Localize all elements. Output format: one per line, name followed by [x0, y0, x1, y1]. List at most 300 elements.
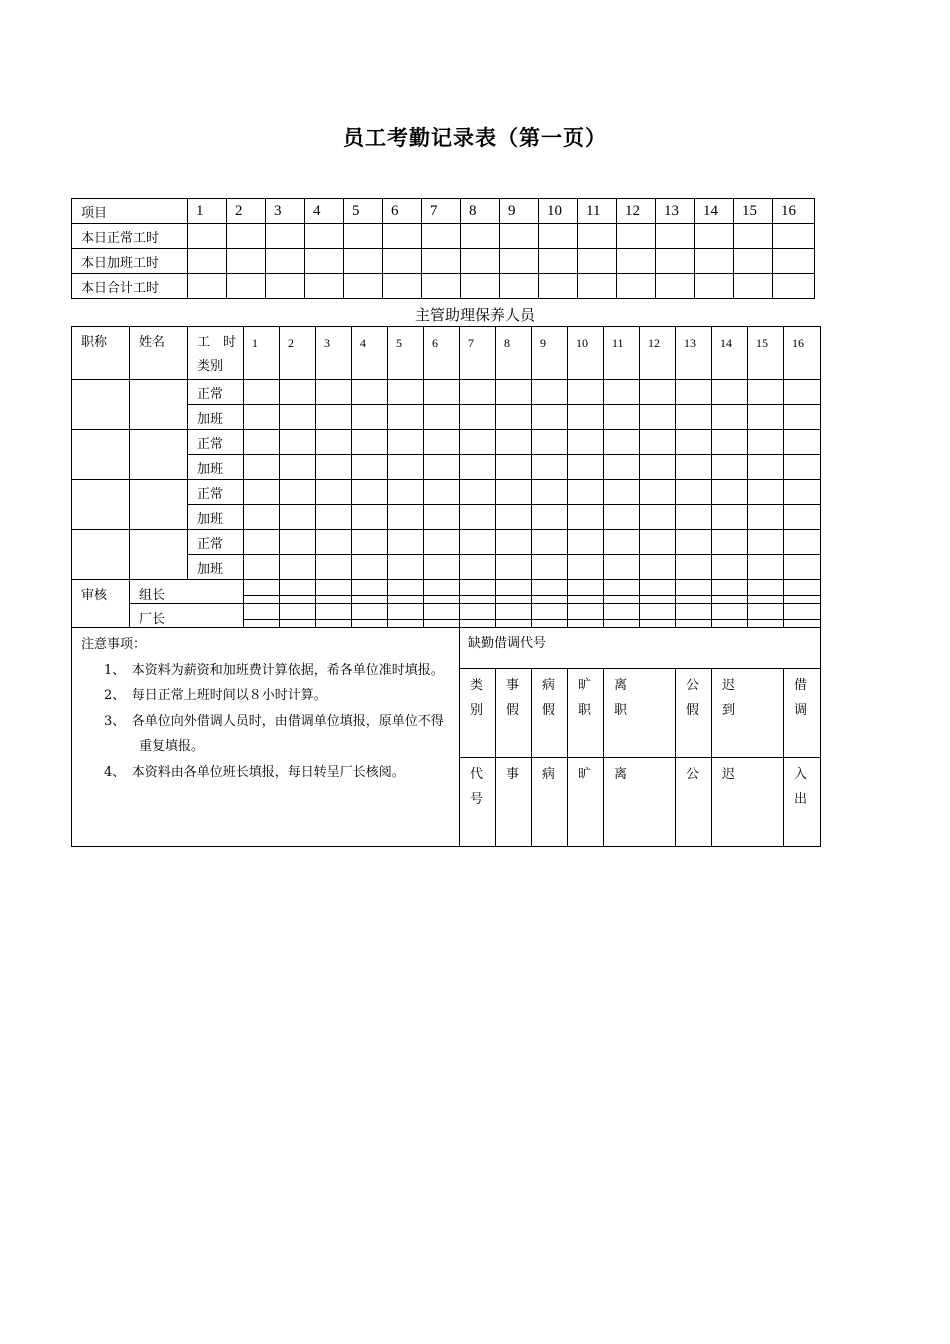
signature-cell[interactable]	[352, 604, 388, 620]
hours-cell[interactable]	[388, 430, 424, 455]
hours-cell[interactable]	[266, 274, 305, 299]
signature-cell[interactable]	[784, 580, 821, 596]
day-header: 2	[227, 199, 266, 224]
signature-cell[interactable]	[388, 604, 424, 620]
signature-cell[interactable]	[604, 580, 640, 596]
signature-cell[interactable]	[712, 620, 748, 628]
day-header: 2	[280, 327, 316, 380]
signature-cell[interactable]	[388, 596, 424, 604]
signature-cell[interactable]	[640, 620, 676, 628]
signature-cell[interactable]	[496, 596, 532, 604]
hours-cell[interactable]	[422, 274, 461, 299]
hours-cell[interactable]	[676, 530, 712, 555]
hours-cell[interactable]	[388, 555, 424, 580]
code-category-text: 事假	[506, 678, 520, 718]
hours-cell[interactable]	[460, 505, 496, 530]
hours-cell[interactable]	[344, 274, 383, 299]
hours-cell[interactable]	[604, 530, 640, 555]
hours-cell[interactable]	[532, 555, 568, 580]
hours-cell[interactable]	[568, 380, 604, 405]
hours-cell[interactable]	[617, 249, 656, 274]
staff-name-cell[interactable]	[130, 430, 188, 480]
hours-cell[interactable]	[244, 405, 280, 430]
hours-cell[interactable]	[352, 555, 388, 580]
day-header: 8	[461, 199, 500, 224]
signature-cell[interactable]	[640, 580, 676, 596]
signature-cell[interactable]	[676, 596, 712, 604]
hours-cell[interactable]	[568, 455, 604, 480]
hours-cell[interactable]	[352, 405, 388, 430]
hours-cell[interactable]	[773, 224, 815, 249]
hours-cell[interactable]	[748, 405, 784, 430]
hours-cell[interactable]	[352, 380, 388, 405]
hours-cell[interactable]	[460, 530, 496, 555]
hours-cell[interactable]	[496, 430, 532, 455]
hours-cell[interactable]	[695, 274, 734, 299]
staff-name-cell[interactable]	[130, 380, 188, 430]
hours-cell[interactable]	[280, 555, 316, 580]
hours-cell[interactable]	[773, 249, 815, 274]
hours-cell[interactable]	[712, 455, 748, 480]
hour-type-label: 加班	[188, 555, 244, 580]
hours-cell[interactable]	[244, 555, 280, 580]
hours-cell[interactable]	[656, 224, 695, 249]
signature-cell[interactable]	[532, 620, 568, 628]
hours-cell[interactable]	[266, 249, 305, 274]
hours-cell[interactable]	[532, 430, 568, 455]
note-item: 4、 本资料由各单位班长填报，每日转呈厂长核阅。	[104, 764, 405, 780]
signature-cell[interactable]	[280, 596, 316, 604]
hours-cell[interactable]	[640, 505, 676, 530]
hours-cell[interactable]	[773, 274, 815, 299]
hours-cell[interactable]	[784, 555, 821, 580]
hours-cell[interactable]	[244, 480, 280, 505]
review-leader-label: 组长	[130, 580, 244, 604]
hour-type-label: 正常	[188, 530, 244, 555]
hours-cell[interactable]	[422, 249, 461, 274]
hours-cell[interactable]	[188, 224, 227, 249]
hours-cell[interactable]	[532, 380, 568, 405]
signature-cell[interactable]	[604, 604, 640, 620]
hours-cell[interactable]	[344, 224, 383, 249]
hours-cell[interactable]	[496, 405, 532, 430]
staff-row	[72, 380, 821, 405]
hours-cell[interactable]	[460, 455, 496, 480]
signature-cell[interactable]	[748, 580, 784, 596]
day-header: 12	[617, 199, 656, 224]
hours-cell[interactable]	[712, 530, 748, 555]
signature-cell[interactable]	[784, 596, 821, 604]
hours-cell[interactable]	[784, 530, 821, 555]
signature-cell[interactable]	[712, 580, 748, 596]
hours-cell[interactable]	[352, 455, 388, 480]
hours-cell[interactable]	[388, 380, 424, 405]
signature-cell[interactable]	[388, 620, 424, 628]
signature-cell[interactable]	[604, 620, 640, 628]
code-letter-text: 代号	[470, 767, 484, 807]
day-header: 4	[352, 327, 388, 380]
hours-cell[interactable]	[712, 430, 748, 455]
signature-cell[interactable]	[244, 580, 280, 596]
hours-cell[interactable]	[712, 505, 748, 530]
hours-cell[interactable]	[244, 380, 280, 405]
hours-cell[interactable]	[539, 249, 578, 274]
hours-cell[interactable]	[460, 555, 496, 580]
hours-cell[interactable]	[604, 430, 640, 455]
hours-cell[interactable]	[280, 380, 316, 405]
hours-cell[interactable]	[532, 455, 568, 480]
code-letter-text: 离	[614, 767, 628, 782]
hours-cell[interactable]	[734, 274, 773, 299]
hours-cell[interactable]	[578, 224, 617, 249]
hours-cell[interactable]	[316, 430, 352, 455]
day-header: 10	[539, 199, 578, 224]
hours-cell[interactable]	[734, 224, 773, 249]
code-category-cell	[604, 669, 676, 758]
signature-cell[interactable]	[496, 620, 532, 628]
hour-type-label: 正常	[188, 430, 244, 455]
signature-cell[interactable]	[676, 580, 712, 596]
hours-cell[interactable]	[388, 405, 424, 430]
hours-cell[interactable]	[640, 555, 676, 580]
signature-cell[interactable]	[712, 596, 748, 604]
hours-cell[interactable]	[695, 224, 734, 249]
hours-cell[interactable]	[388, 530, 424, 555]
hours-cell[interactable]	[496, 530, 532, 555]
hours-cell[interactable]	[496, 455, 532, 480]
signature-cell[interactable]	[460, 596, 496, 604]
signature-cell[interactable]	[460, 620, 496, 628]
day-header: 7	[422, 199, 461, 224]
code-letter-text: 入出	[794, 767, 808, 807]
hours-cell[interactable]	[604, 455, 640, 480]
hours-cell[interactable]	[676, 430, 712, 455]
hours-cell[interactable]	[712, 555, 748, 580]
code-letter-text: 迟	[722, 767, 736, 782]
note-item: 2、 每日正常上班时间以８小时计算。	[104, 688, 327, 703]
code-letter-cell	[604, 758, 676, 847]
hours-cell[interactable]	[656, 249, 695, 274]
hours-cell[interactable]	[784, 430, 821, 455]
signature-cell[interactable]	[352, 580, 388, 596]
hours-cell[interactable]	[244, 505, 280, 530]
hours-cell[interactable]	[280, 480, 316, 505]
signature-cell[interactable]	[460, 604, 496, 620]
signature-cell[interactable]	[568, 620, 604, 628]
hours-cell[interactable]	[748, 480, 784, 505]
hours-cell[interactable]	[316, 380, 352, 405]
hours-cell[interactable]	[568, 405, 604, 430]
code-letter-text: 病	[542, 767, 556, 782]
hours-cell[interactable]	[266, 224, 305, 249]
hours-cell[interactable]	[424, 505, 460, 530]
code-letter-cell	[676, 758, 712, 847]
hours-cell[interactable]	[568, 555, 604, 580]
summary-row	[72, 249, 815, 274]
hours-cell[interactable]	[305, 274, 344, 299]
hours-cell[interactable]	[656, 274, 695, 299]
hours-cell[interactable]	[280, 455, 316, 480]
hours-cell[interactable]	[460, 405, 496, 430]
hours-cell[interactable]	[676, 405, 712, 430]
hours-cell[interactable]	[676, 380, 712, 405]
code-category-text: 迟到	[722, 678, 736, 718]
hours-cell[interactable]	[604, 480, 640, 505]
signature-cell[interactable]	[676, 604, 712, 620]
hours-cell[interactable]	[388, 480, 424, 505]
code-letter-cell	[496, 758, 532, 847]
hours-cell[interactable]	[676, 555, 712, 580]
day-header: 16	[784, 327, 821, 380]
hours-cell[interactable]	[424, 555, 460, 580]
signature-cell[interactable]	[640, 596, 676, 604]
hours-cell[interactable]	[695, 249, 734, 274]
signature-cell[interactable]	[748, 604, 784, 620]
staff-title-cell[interactable]	[72, 430, 130, 480]
hours-cell[interactable]	[227, 224, 266, 249]
hours-cell[interactable]	[734, 249, 773, 274]
hours-cell[interactable]	[424, 530, 460, 555]
hours-cell[interactable]	[280, 430, 316, 455]
hours-cell[interactable]	[424, 380, 460, 405]
hours-cell[interactable]	[422, 224, 461, 249]
day-header: 7	[460, 327, 496, 380]
hours-cell[interactable]	[532, 480, 568, 505]
hours-cell[interactable]	[496, 555, 532, 580]
hours-cell[interactable]	[388, 455, 424, 480]
hours-cell[interactable]	[188, 249, 227, 274]
hours-cell[interactable]	[316, 455, 352, 480]
hour-type-label: 正常	[188, 380, 244, 405]
hours-cell[interactable]	[640, 480, 676, 505]
code-letter-cell	[784, 758, 821, 847]
hours-cell[interactable]	[388, 505, 424, 530]
hours-cell[interactable]	[532, 530, 568, 555]
hours-cell[interactable]	[280, 505, 316, 530]
hours-cell[interactable]	[604, 405, 640, 430]
hours-cell[interactable]	[461, 224, 500, 249]
hours-cell[interactable]	[539, 224, 578, 249]
hours-cell[interactable]	[316, 530, 352, 555]
day-header: 9	[532, 327, 568, 380]
staff-name-cell[interactable]	[130, 530, 188, 580]
code-letter-text: 公	[686, 767, 700, 782]
hours-cell[interactable]	[460, 480, 496, 505]
signature-cell[interactable]	[352, 620, 388, 628]
signature-cell[interactable]	[712, 604, 748, 620]
hours-cell[interactable]	[383, 249, 422, 274]
hours-cell[interactable]	[617, 224, 656, 249]
signature-cell[interactable]	[532, 604, 568, 620]
hours-cell[interactable]	[305, 249, 344, 274]
signature-cell[interactable]	[784, 620, 821, 628]
staff-row	[72, 480, 821, 505]
hours-cell[interactable]	[640, 380, 676, 405]
hours-cell[interactable]	[316, 555, 352, 580]
hours-cell[interactable]	[604, 380, 640, 405]
hours-cell[interactable]	[748, 380, 784, 405]
hours-cell[interactable]	[748, 455, 784, 480]
staff-header-row	[72, 327, 821, 380]
signature-cell[interactable]	[316, 604, 352, 620]
signature-cell[interactable]	[388, 580, 424, 596]
signature-cell[interactable]	[424, 620, 460, 628]
hours-cell[interactable]	[676, 455, 712, 480]
signature-cell[interactable]	[424, 604, 460, 620]
hours-cell[interactable]	[316, 405, 352, 430]
day-header: 15	[748, 327, 784, 380]
hour-type-label: 加班	[188, 455, 244, 480]
hours-cell[interactable]	[424, 430, 460, 455]
hours-cell[interactable]	[640, 405, 676, 430]
hours-cell[interactable]	[617, 274, 656, 299]
hours-cell[interactable]	[424, 405, 460, 430]
hours-cell[interactable]	[280, 405, 316, 430]
hours-cell[interactable]	[500, 249, 539, 274]
codes-title: 缺勤借调代号	[460, 628, 821, 669]
signature-cell[interactable]	[244, 604, 280, 620]
day-header: 3	[316, 327, 352, 380]
hours-cell[interactable]	[712, 405, 748, 430]
signature-cell[interactable]	[244, 620, 280, 628]
hours-cell[interactable]	[316, 505, 352, 530]
hours-cell[interactable]	[568, 530, 604, 555]
hours-cell[interactable]	[568, 430, 604, 455]
signature-cell[interactable]	[748, 596, 784, 604]
hours-cell[interactable]	[500, 274, 539, 299]
signature-cell[interactable]	[316, 580, 352, 596]
hours-cell[interactable]	[460, 430, 496, 455]
summary-row	[72, 224, 815, 249]
hours-cell[interactable]	[496, 380, 532, 405]
hours-cell[interactable]	[748, 530, 784, 555]
hours-cell[interactable]	[578, 274, 617, 299]
hours-cell[interactable]	[280, 530, 316, 555]
hours-cell[interactable]	[568, 480, 604, 505]
hours-cell[interactable]	[460, 380, 496, 405]
hours-cell[interactable]	[748, 430, 784, 455]
hours-cell[interactable]	[640, 430, 676, 455]
signature-cell[interactable]	[316, 620, 352, 628]
signature-cell[interactable]	[424, 596, 460, 604]
hours-cell[interactable]	[784, 480, 821, 505]
col-type-header	[188, 327, 244, 380]
hours-cell[interactable]	[604, 555, 640, 580]
hours-cell[interactable]	[244, 430, 280, 455]
hours-cell[interactable]	[640, 530, 676, 555]
signature-cell[interactable]	[352, 596, 388, 604]
hours-cell[interactable]	[461, 249, 500, 274]
staff-row	[72, 430, 821, 455]
hours-cell[interactable]	[496, 480, 532, 505]
code-letter-text: 事	[506, 767, 520, 782]
hours-cell[interactable]	[352, 430, 388, 455]
hours-cell[interactable]	[784, 455, 821, 480]
day-header: 6	[383, 199, 422, 224]
day-header: 11	[578, 199, 617, 224]
signature-cell[interactable]	[676, 620, 712, 628]
hours-cell[interactable]	[578, 249, 617, 274]
hours-cell[interactable]	[424, 480, 460, 505]
hours-cell[interactable]	[532, 405, 568, 430]
signature-cell[interactable]	[496, 604, 532, 620]
hours-cell[interactable]	[748, 555, 784, 580]
signature-cell[interactable]	[280, 620, 316, 628]
hours-cell[interactable]	[712, 480, 748, 505]
signature-cell[interactable]	[568, 596, 604, 604]
hours-cell[interactable]	[188, 274, 227, 299]
hours-cell[interactable]	[604, 505, 640, 530]
day-header: 15	[734, 199, 773, 224]
signature-cell[interactable]	[568, 580, 604, 596]
signature-cell[interactable]	[280, 604, 316, 620]
staff-title-cell[interactable]	[72, 380, 130, 430]
hours-cell[interactable]	[244, 530, 280, 555]
signature-cell[interactable]	[280, 580, 316, 596]
hours-cell[interactable]	[244, 455, 280, 480]
hours-cell[interactable]	[496, 505, 532, 530]
hours-cell[interactable]	[784, 380, 821, 405]
signature-cell[interactable]	[316, 596, 352, 604]
hours-cell[interactable]	[227, 274, 266, 299]
hours-cell[interactable]	[344, 249, 383, 274]
signature-cell[interactable]	[460, 580, 496, 596]
signature-cell[interactable]	[640, 604, 676, 620]
hours-cell[interactable]	[227, 249, 266, 274]
signature-cell[interactable]	[496, 580, 532, 596]
hours-cell[interactable]	[424, 455, 460, 480]
signature-cell[interactable]	[532, 596, 568, 604]
hours-cell[interactable]	[352, 530, 388, 555]
hours-cell[interactable]	[316, 480, 352, 505]
signature-cell[interactable]	[784, 604, 821, 620]
staff-name-cell[interactable]	[130, 480, 188, 530]
hours-cell[interactable]	[712, 380, 748, 405]
hours-cell[interactable]	[532, 505, 568, 530]
code-category-text: 类别	[470, 678, 484, 718]
signature-cell[interactable]	[244, 596, 280, 604]
hours-cell[interactable]	[500, 224, 539, 249]
hours-cell[interactable]	[383, 274, 422, 299]
hours-cell[interactable]	[539, 274, 578, 299]
col-name-header: 姓名	[130, 327, 188, 380]
code-category-cell	[568, 669, 604, 758]
review-label: 审核	[72, 580, 130, 628]
staff-title-cell[interactable]	[72, 530, 130, 580]
staff-title-cell[interactable]	[72, 480, 130, 530]
hours-cell[interactable]	[640, 455, 676, 480]
section-title: 主管助理保养人员	[414, 306, 535, 324]
hours-cell[interactable]	[784, 405, 821, 430]
hours-cell[interactable]	[784, 505, 821, 530]
hours-cell[interactable]	[383, 224, 422, 249]
signature-cell[interactable]	[424, 580, 460, 596]
signature-cell[interactable]	[604, 596, 640, 604]
hours-cell[interactable]	[461, 274, 500, 299]
signature-cell[interactable]	[532, 580, 568, 596]
hours-cell[interactable]	[676, 480, 712, 505]
signature-cell[interactable]	[748, 620, 784, 628]
hours-cell[interactable]	[676, 505, 712, 530]
hours-cell[interactable]	[305, 224, 344, 249]
code-letter-text: 旷	[578, 767, 592, 782]
day-header: 14	[712, 327, 748, 380]
signature-cell[interactable]	[568, 604, 604, 620]
hours-cell[interactable]	[352, 480, 388, 505]
hours-cell[interactable]	[352, 505, 388, 530]
hours-cell[interactable]	[748, 505, 784, 530]
hours-cell[interactable]	[568, 505, 604, 530]
